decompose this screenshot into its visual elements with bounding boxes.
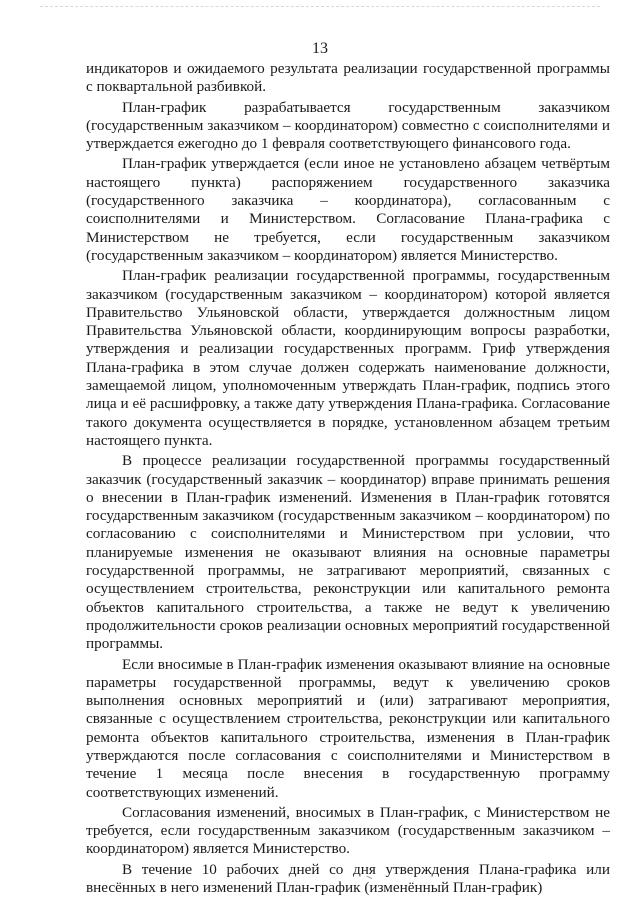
paragraph-plan-changes: В процессе реализации государственной программы государственный заказчик (государственный заказчик – координатор) вправе принимать решения о внесении в План-график изменений. Изменения в План-график готовятся государственным заказчиком (государственным заказчиком – координатором) по согласованию с соисполнителями и Министерством при условии, что планируемые изменения не оказывают влияния на основные параметры государственной программы, не затрагивают мероприятий, связанных с осуществлением строительства, реконструкции или капитального ремонта объектов капитального строительства, а также не ведут к увеличению продолжительности сроков реализации основных мероприятий государственной программы. — [86, 452, 610, 653]
paragraph-plan-approval: План-график утверждается (если иное не установлено абзацем четвёртым настоящего пункта) распоряжением государственного заказчика (государственного заказчика – координатора), согласованным с соисполнителями и Министерством. Согласование Плана-графика с Министерством не требуется, если государственным заказчиком (государственным заказчиком – координатором) является Министерство. — [86, 155, 610, 264]
scan-edge-line — [40, 6, 600, 8]
paragraph-significant-changes: Если вносимые в План-график изменения оказывают влияние на основные параметры государственной программы, ведут к увеличению сроков выполнения основных мероприятий и (или) затрагивают мероприятия, связанные с осуществлением строительства, реконструкции или капитального ремонта объектов капитального строительства, изменения в План-график утверждаются после согласования с соисполнителями и Министерством в течение 1 месяца после внесения в государственную программу соответствующих изменений. — [86, 655, 610, 801]
paragraph-government-plan: План-график реализации государственной программы, государственным заказчиком (государственным заказчиком – координатором) которой является Правительство Ульяновской области, утверждается должностным лицом Правительства Ульяновской области, координирующим вопросы разработки, утверждения и реализации государственных программ. Гриф утверждения Плана-графика в этом случае должен содержать наименование должности, замещаемой лицом, уполномоченным утверждать План-график, подпись этого лица и её расшифровку, а также дату утверждения Плана-графика. Согласование такого документа осуществляется в порядке, установленном абзацем третьим настоящего пункта. — [86, 267, 610, 449]
paragraph-plan-development: План-график разрабатывается государственным заказчиком (государственным заказчиком – координатором) совместно с соисполнителями и утверждается ежегодно до 1 февраля соответствующего финансового года. — [86, 98, 610, 153]
paragraph-deadline: В течение 10 рабочих дней со дня утверждения Плана-графика или внесённых в него изменений План-график (изменённый План-график) — [86, 860, 610, 897]
document-body — [86, 60, 610, 899]
paragraph-continuation: индикаторов и ожидаемого результата реализации государственной программы с поквартальной разбивкой. — [86, 60, 610, 96]
page-number: 13 — [312, 40, 328, 57]
paragraph-approval-exemption: Согласования изменений, вносимых в План-график, с Министерством не требуется, если государственным заказчиком (государственным заказчиком – координатором) является Министерство. — [86, 803, 610, 858]
